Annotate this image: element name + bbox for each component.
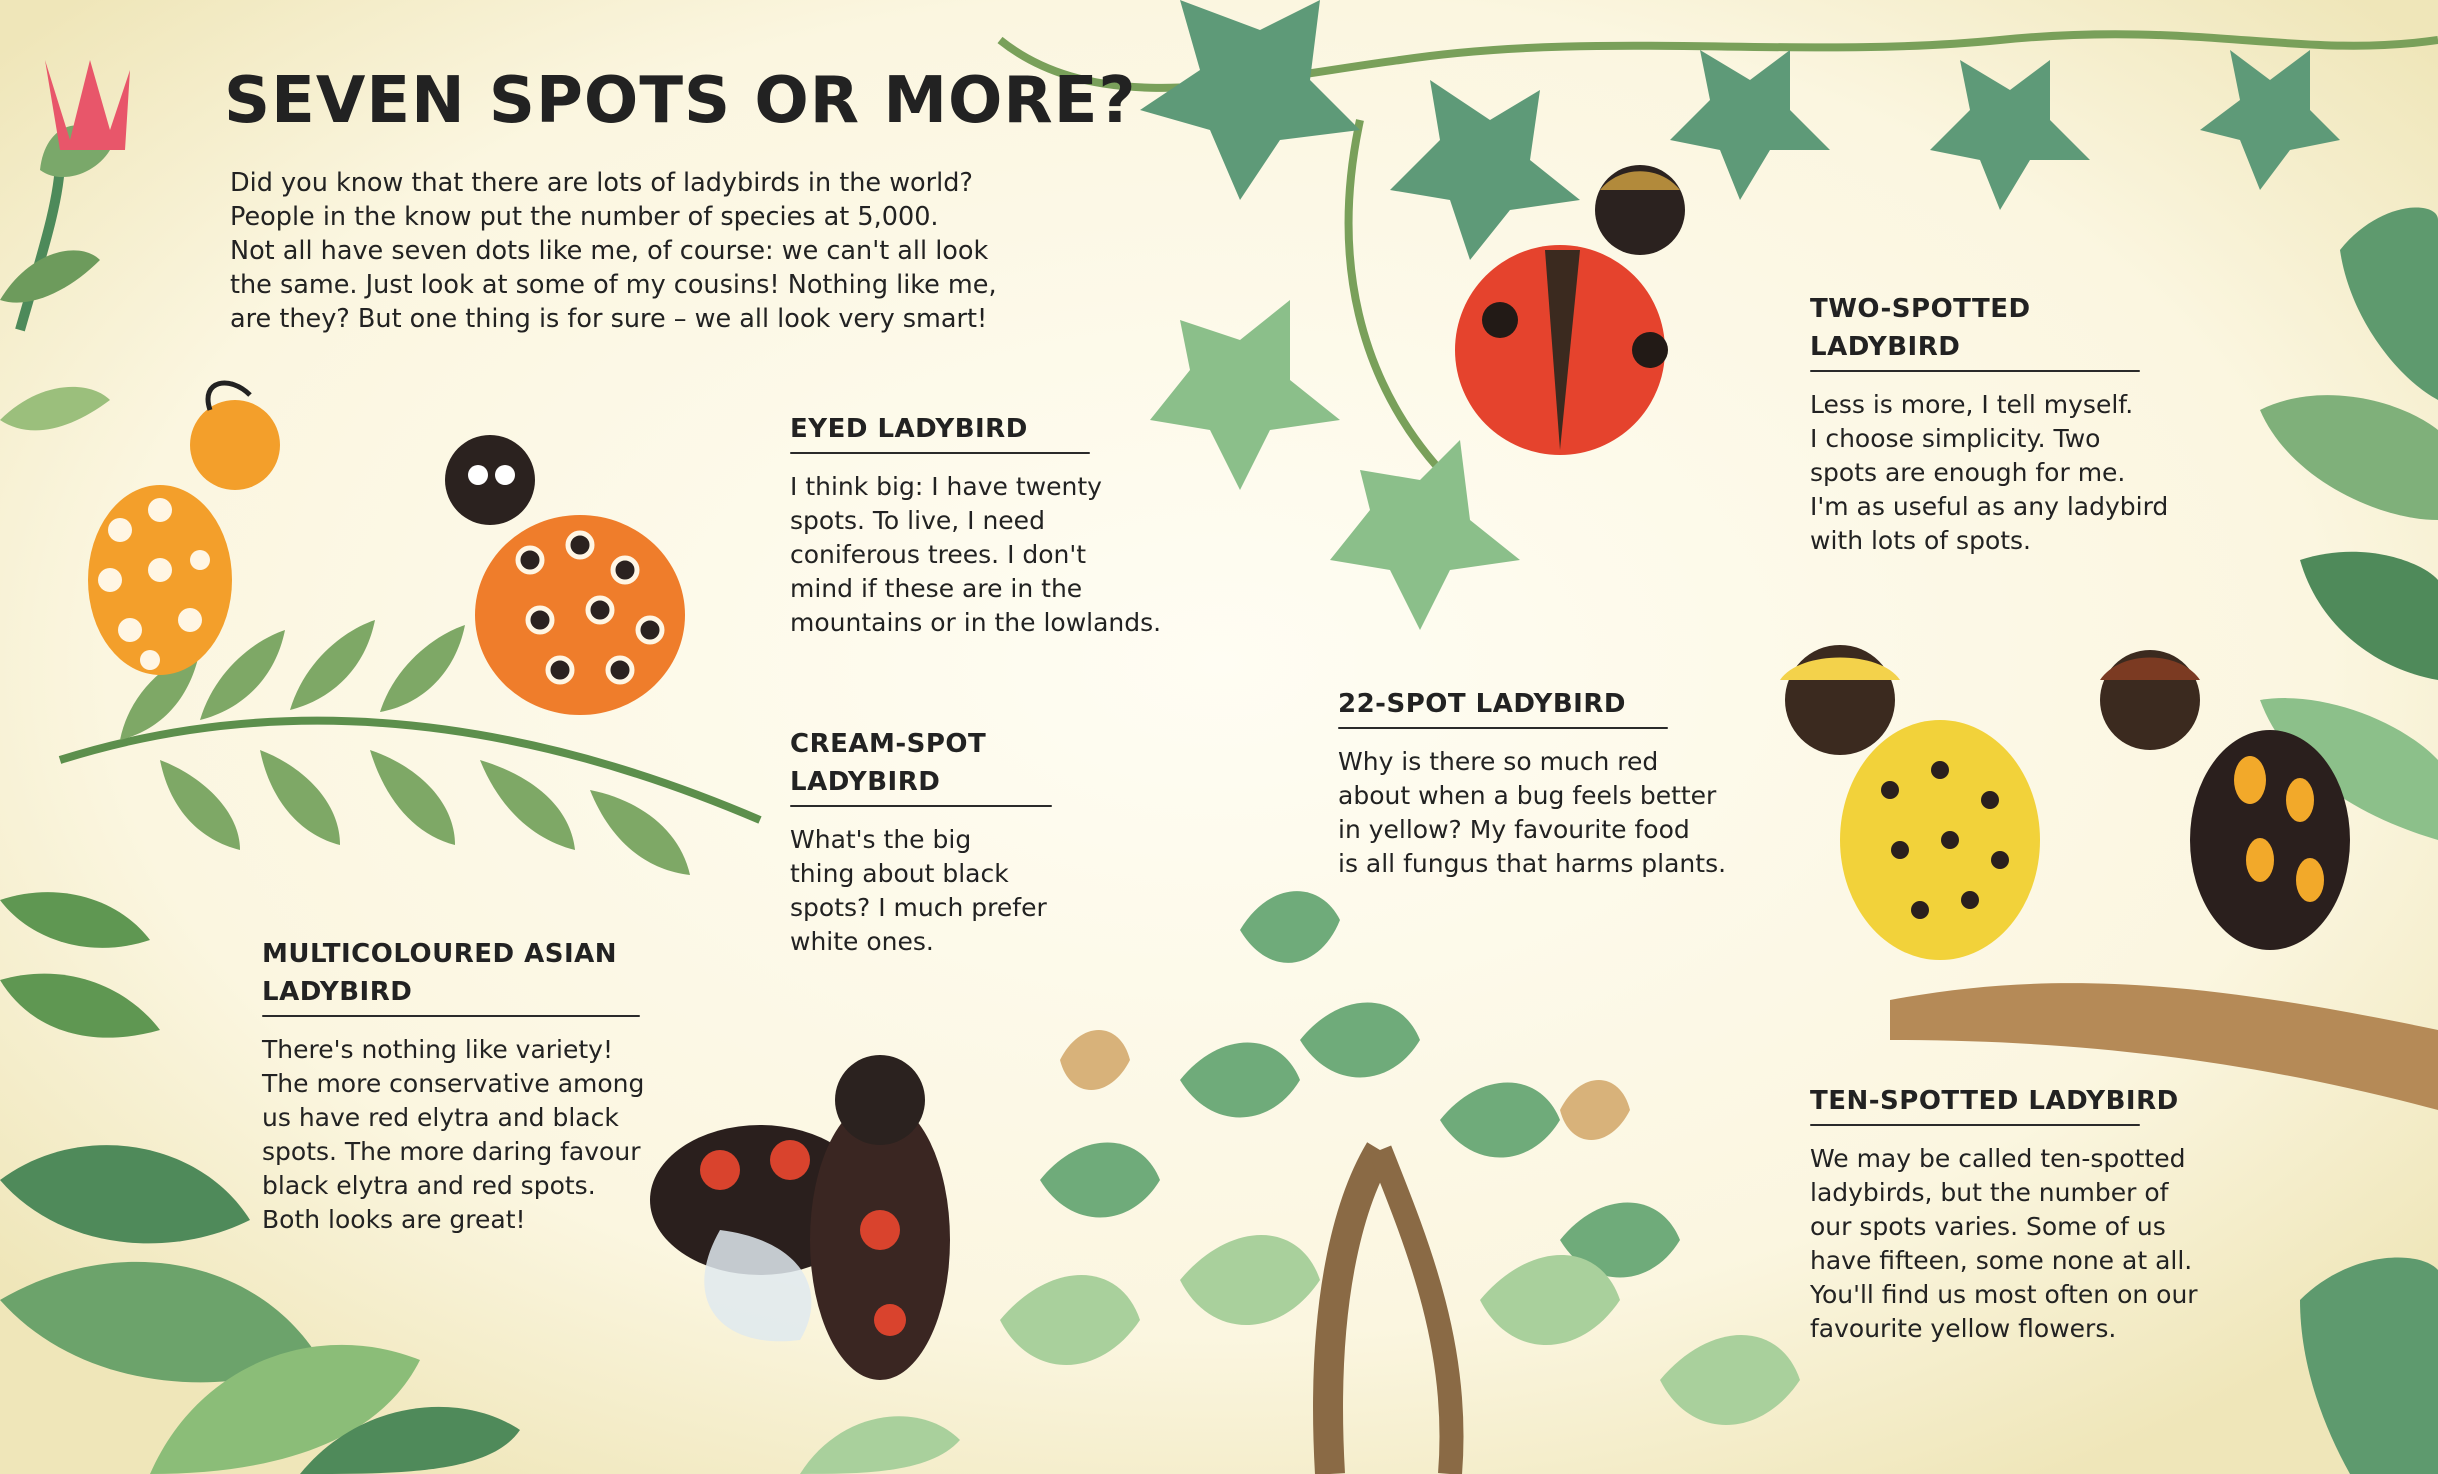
heading-underline: [1810, 1124, 2140, 1126]
two-spotted-ladybird-section: [1810, 290, 2169, 558]
heading-underline: [790, 452, 1090, 454]
body-line: ladybirds, but the number of: [1810, 1178, 2169, 1207]
body-line: The more conservative among: [262, 1069, 645, 1098]
intro-line: Did you know that there are lots of ladybirds in the world?: [230, 168, 973, 198]
body-line: Why is there so much red: [1338, 747, 1659, 776]
body-line: mind if these are in the: [790, 574, 1083, 603]
intro-line: are they? But one thing is for sure – we all look very smart!: [230, 304, 988, 334]
body-line: There's nothing like variety!: [262, 1035, 613, 1064]
cream-spot-ladybird-section: [790, 725, 1060, 959]
body-line: us have red elytra and black: [262, 1103, 619, 1132]
body-line: mountains or in the lowlands.: [790, 608, 1162, 637]
body-line: have fifteen, some none at all.: [1810, 1246, 2193, 1275]
body-line: I'm as useful as any ladybird: [1810, 492, 2169, 521]
body-line: spots. The more daring favour: [262, 1137, 641, 1166]
body-line: Both looks are great!: [262, 1205, 526, 1234]
eyed-ladybird-section: [790, 410, 1162, 640]
section-body: [1810, 388, 2169, 558]
body-line: coniferous trees. I don't: [790, 540, 1087, 569]
section-heading: [790, 725, 1060, 801]
section-body: [790, 823, 1060, 959]
body-line: I choose simplicity. Two: [1810, 424, 2101, 453]
body-line: is all fungus that harms plants.: [1338, 849, 1727, 878]
22-spot-ladybird-section: [1338, 685, 1727, 881]
heading-line: CREAM-SPOT: [790, 729, 987, 759]
body-line: We may be called ten-spotted: [1810, 1144, 2186, 1173]
body-line: You'll find us most often on our: [1810, 1280, 2198, 1309]
body-line: in yellow? My favourite food: [1338, 815, 1690, 844]
heading-underline: [262, 1015, 640, 1017]
body-line: favourite yellow flowers.: [1810, 1314, 2117, 1343]
multicoloured-asian-ladybird-section: [262, 935, 645, 1237]
body-line: white ones.: [790, 927, 934, 956]
body-line: spots. To live, I need: [790, 506, 1045, 535]
section-heading: 22-SPOT LADYBIRD: [1338, 689, 1626, 719]
heading-underline: [790, 805, 1052, 807]
heading-underline: [1338, 727, 1668, 729]
section-heading: TEN-SPOTTED LADYBIRD: [1810, 1086, 2179, 1116]
body-line: thing about black: [790, 859, 1009, 888]
section-heading: TWO-SPOTTED LADYBIRD: [1810, 294, 2031, 362]
heading-underline: [1810, 370, 2140, 372]
ten-spotted-ladybird-section: [1810, 1082, 2198, 1346]
body-line: spots? I much prefer: [790, 893, 1047, 922]
intro-line: Not all have seven dots like me, of course: we can't all look: [230, 236, 989, 266]
section-body: [1338, 745, 1727, 881]
body-line: about when a bug feels better: [1338, 781, 1717, 810]
intro-line: People in the know put the number of species at 5,000.: [230, 202, 939, 232]
body-line: I think big: I have twenty: [790, 472, 1102, 501]
body-line: spots are enough for me.: [1810, 458, 2126, 487]
body-line: black elytra and red spots.: [262, 1171, 596, 1200]
body-line: What's the big: [790, 825, 972, 854]
section-heading: EYED LADYBIRD: [790, 414, 1028, 444]
heading-line: LADYBIRD: [790, 767, 941, 797]
section-heading: MULTICOLOURED ASIAN LADYBIRD: [262, 939, 618, 1007]
intro-paragraph: [230, 166, 1010, 336]
page-title: SEVEN SPOTS OR MORE?: [224, 64, 1137, 138]
body-line: Less is more, I tell myself.: [1810, 390, 2134, 419]
section-body: [790, 470, 1162, 640]
section-body: [1810, 1142, 2198, 1346]
body-line: with lots of spots.: [1810, 526, 2032, 555]
body-line: our spots varies. Some of us: [1810, 1212, 2166, 1241]
intro-line: the same. Just look at some of my cousins! Nothing like me,: [230, 270, 997, 300]
section-body: [262, 1033, 645, 1237]
